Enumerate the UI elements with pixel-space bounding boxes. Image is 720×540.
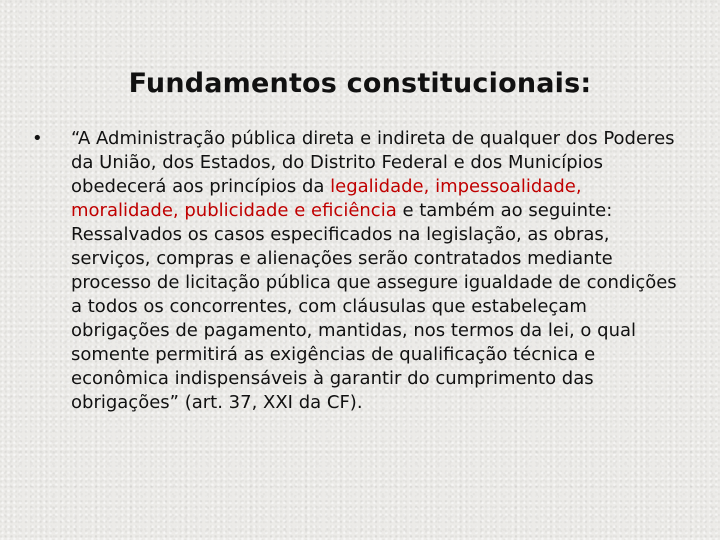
bullet-point: • <box>32 128 43 149</box>
slide-title: Fundamentos constitucionais: <box>128 68 592 100</box>
bullet-item <box>30 127 690 415</box>
quote-paragraph <box>71 127 690 415</box>
highlighted-principles: legalidade, impessoalidade, moralidade, publicidade e eficiência <box>71 176 582 221</box>
slide-content <box>30 127 690 415</box>
quote-text-before: “A Administração pública direta e indireta de qualquer dos Poderes da União, dos Estados, do Distrito Federal e dos Municípios obedecerá aos princípios da <box>71 128 675 197</box>
quote-text-after: e também ao seguinte: Ressalvados os casos especificados na legislação, as obras, serviços, compras e alienações serão contratados mediante processo de licitação pública que assegure igualdade de condições a todos os concorrentes, com cláusulas que estabeleçam obrigações de pagamento, mantidas, nos termos da lei, o qual somente permitirá as exigências de qualificação técnica e econômica indispensáveis à garantir do cumprimento das obrigações” (art. 37, XXI da CF). <box>71 200 677 413</box>
